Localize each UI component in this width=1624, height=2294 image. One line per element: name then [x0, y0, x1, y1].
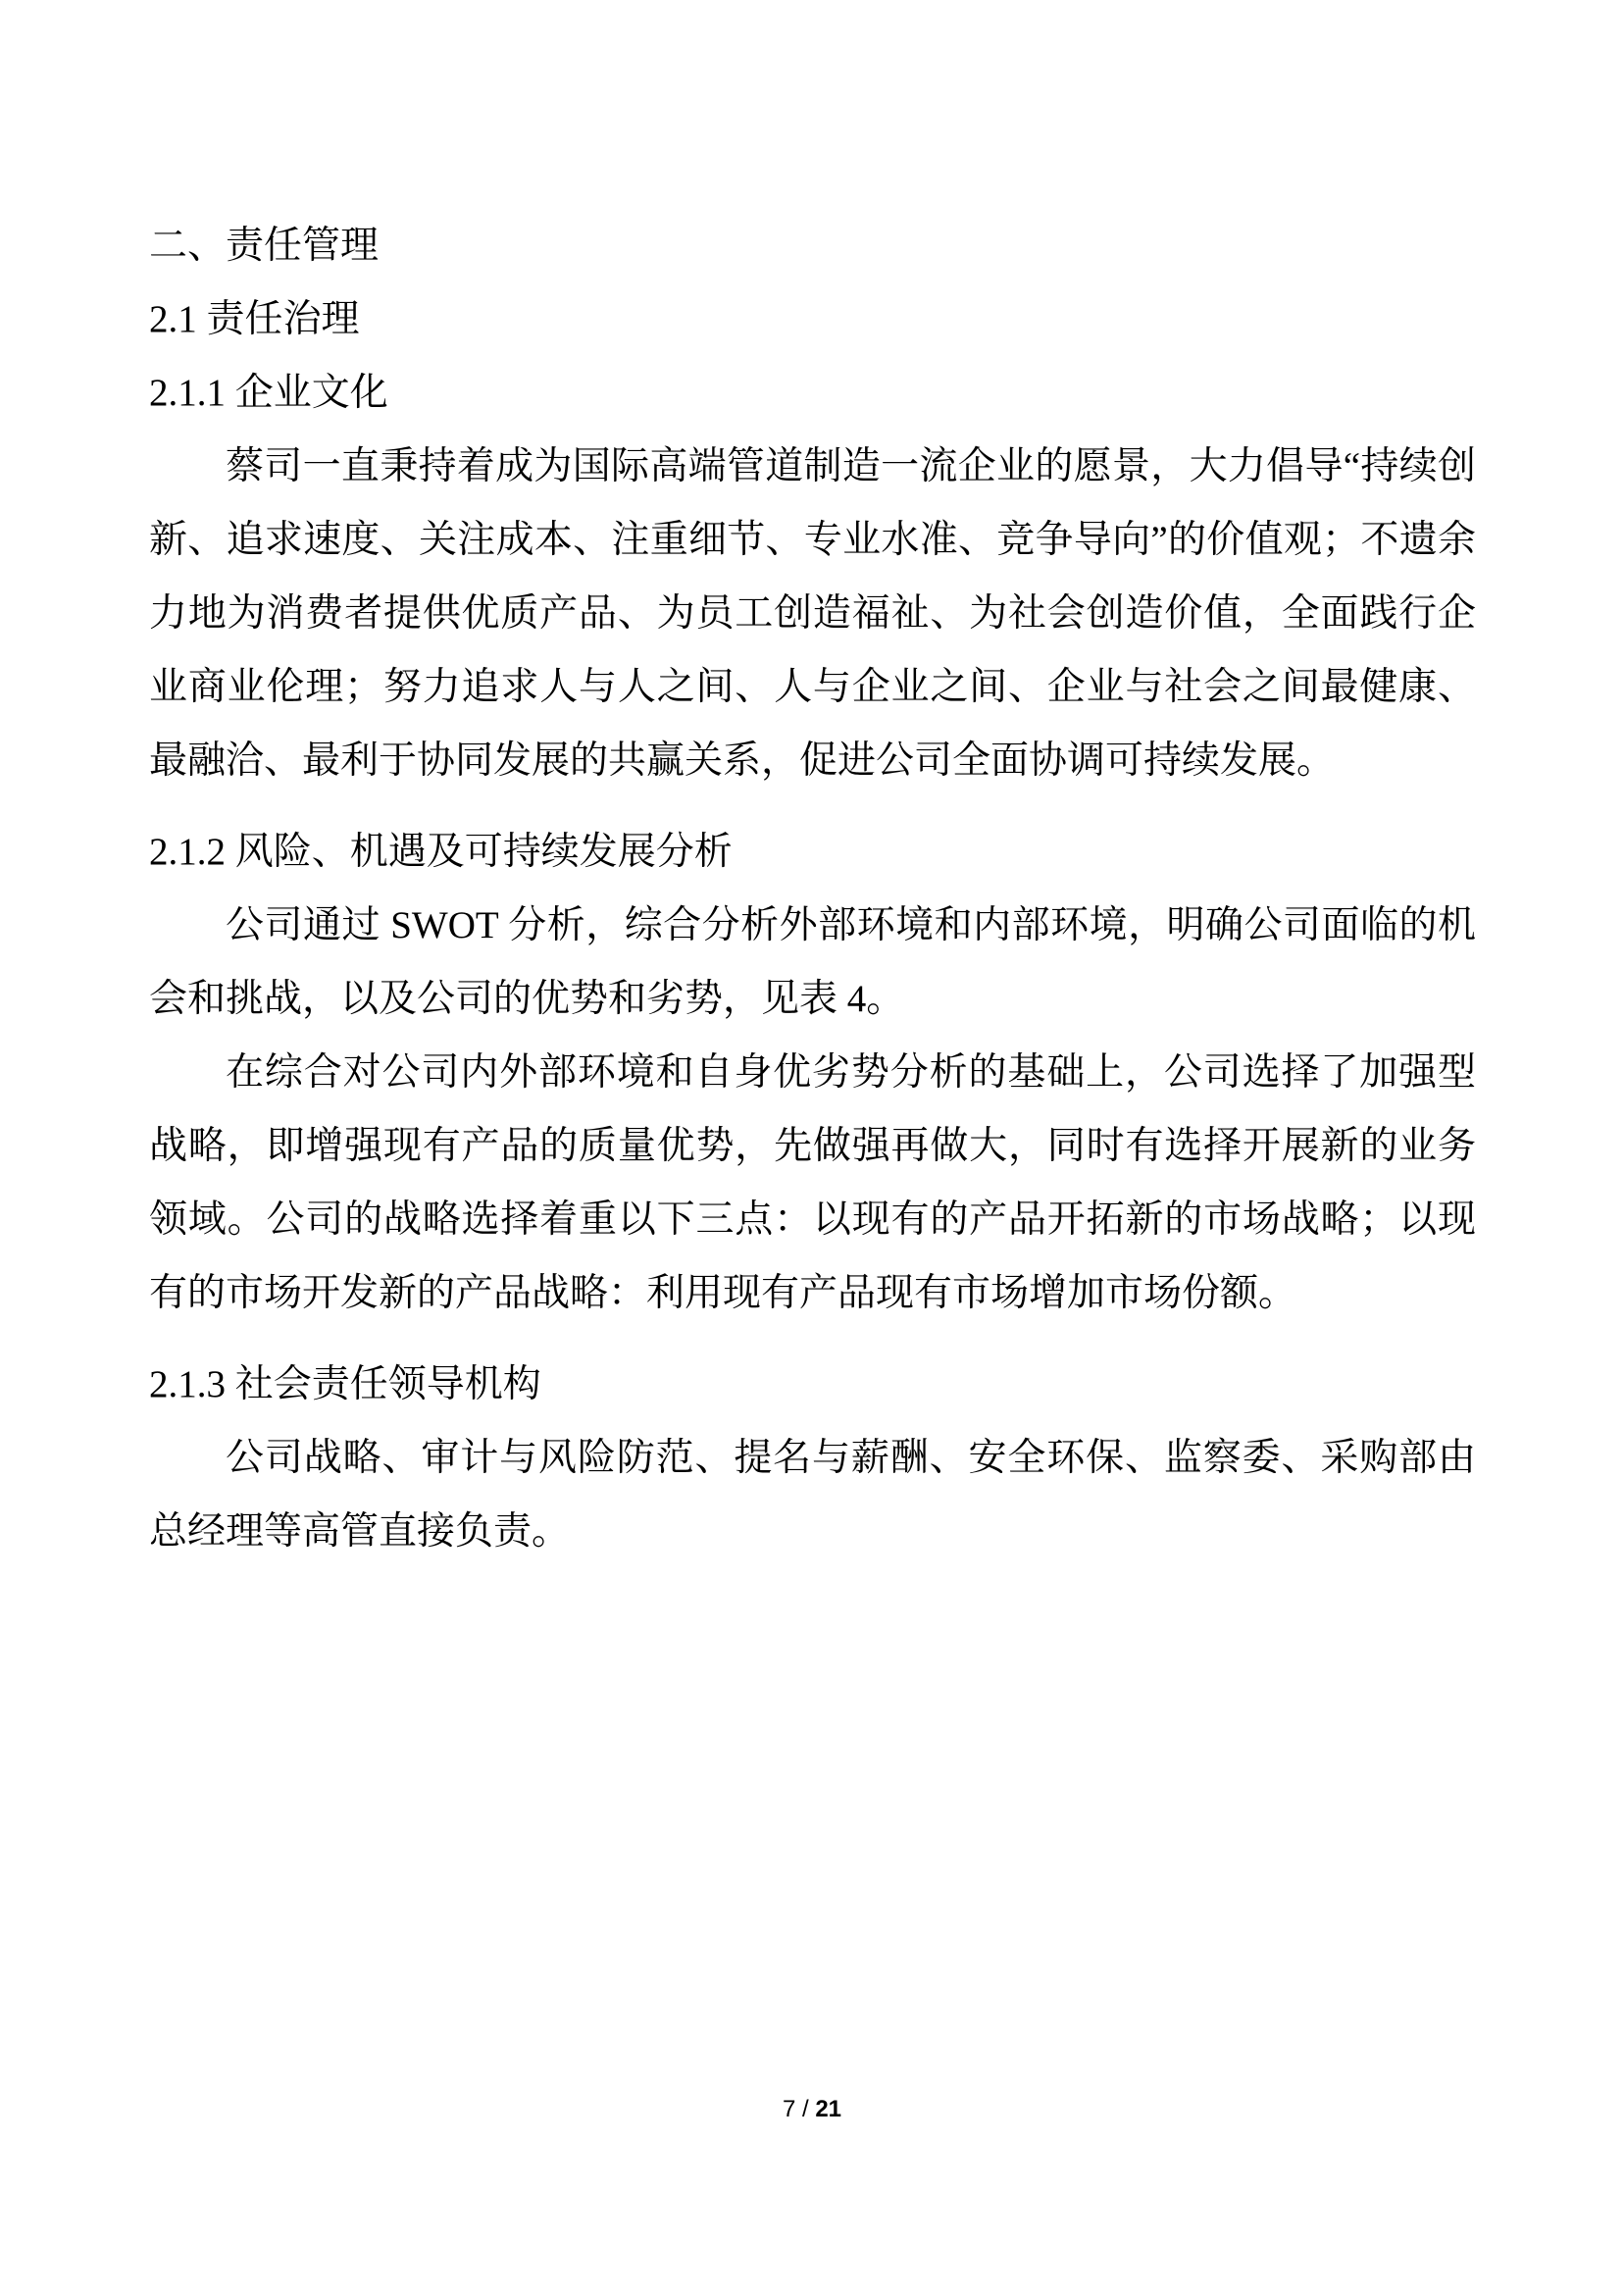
- page-footer: [0, 2095, 1624, 2124]
- paragraph-strategy-selection: 在综合对公司内外部环境和自身优劣势分析的基础上，公司选择了加强型战略，即增强现有产品的质量优势，先做强再做大，同时有选择开展新的业务领域。公司的战略选择着重以下三点：以现有的产品开拓新的市场战略；以现有的市场开发新的产品战略：利用现有产品现有市场增加市场份额。: [149, 1051, 1476, 1314]
- page-number-total: 21: [815, 2096, 842, 2122]
- document-content: [149, 0, 1476, 1568]
- subsection-heading-2-1-2: 2.1.2 风险、机遇及可持续发展分析: [149, 831, 733, 873]
- paragraph-csr-leadership: 公司战略、审计与风险防范、提名与薪酬、安全环保、监察委、采购部由总经理等高管直接负责。: [149, 1437, 1476, 1553]
- subsection-heading-2-1-3: 2.1.3 社会责任领导机构: [149, 1363, 541, 1405]
- paragraph-corporate-culture: 蔡司一直秉持着成为国际高端管道制造一流企业的愿景，大力倡导“持续创新、追求速度、关注成本、注重细节、专业水准、竞争导向”的价值观；不遗余力地为消费者提供优质产品、为员工创造福祉、为社会创造价值，全面践行企业商业伦理；努力追求人与人之间、人与企业之间、企业与社会之间最健康、最融洽、最利于协同发展的共赢关系，促进公司全面协调可持续发展。: [149, 445, 1476, 782]
- section-heading-2-1: 2.1 责任治理: [149, 298, 360, 340]
- page-number-current: 7: [782, 2096, 796, 2122]
- page-number-separator: /: [795, 2096, 816, 2122]
- chapter-heading: 二、责任管理: [149, 225, 380, 267]
- paragraph-swot-analysis: 公司通过 SWOT 分析，综合分析外部环境和内部环境，明确公司面临的机会和挑战，以及公司的优势和劣势，见表 4。: [149, 904, 1476, 1020]
- subsection-heading-2-1-1: 2.1.1 企业文化: [149, 372, 388, 414]
